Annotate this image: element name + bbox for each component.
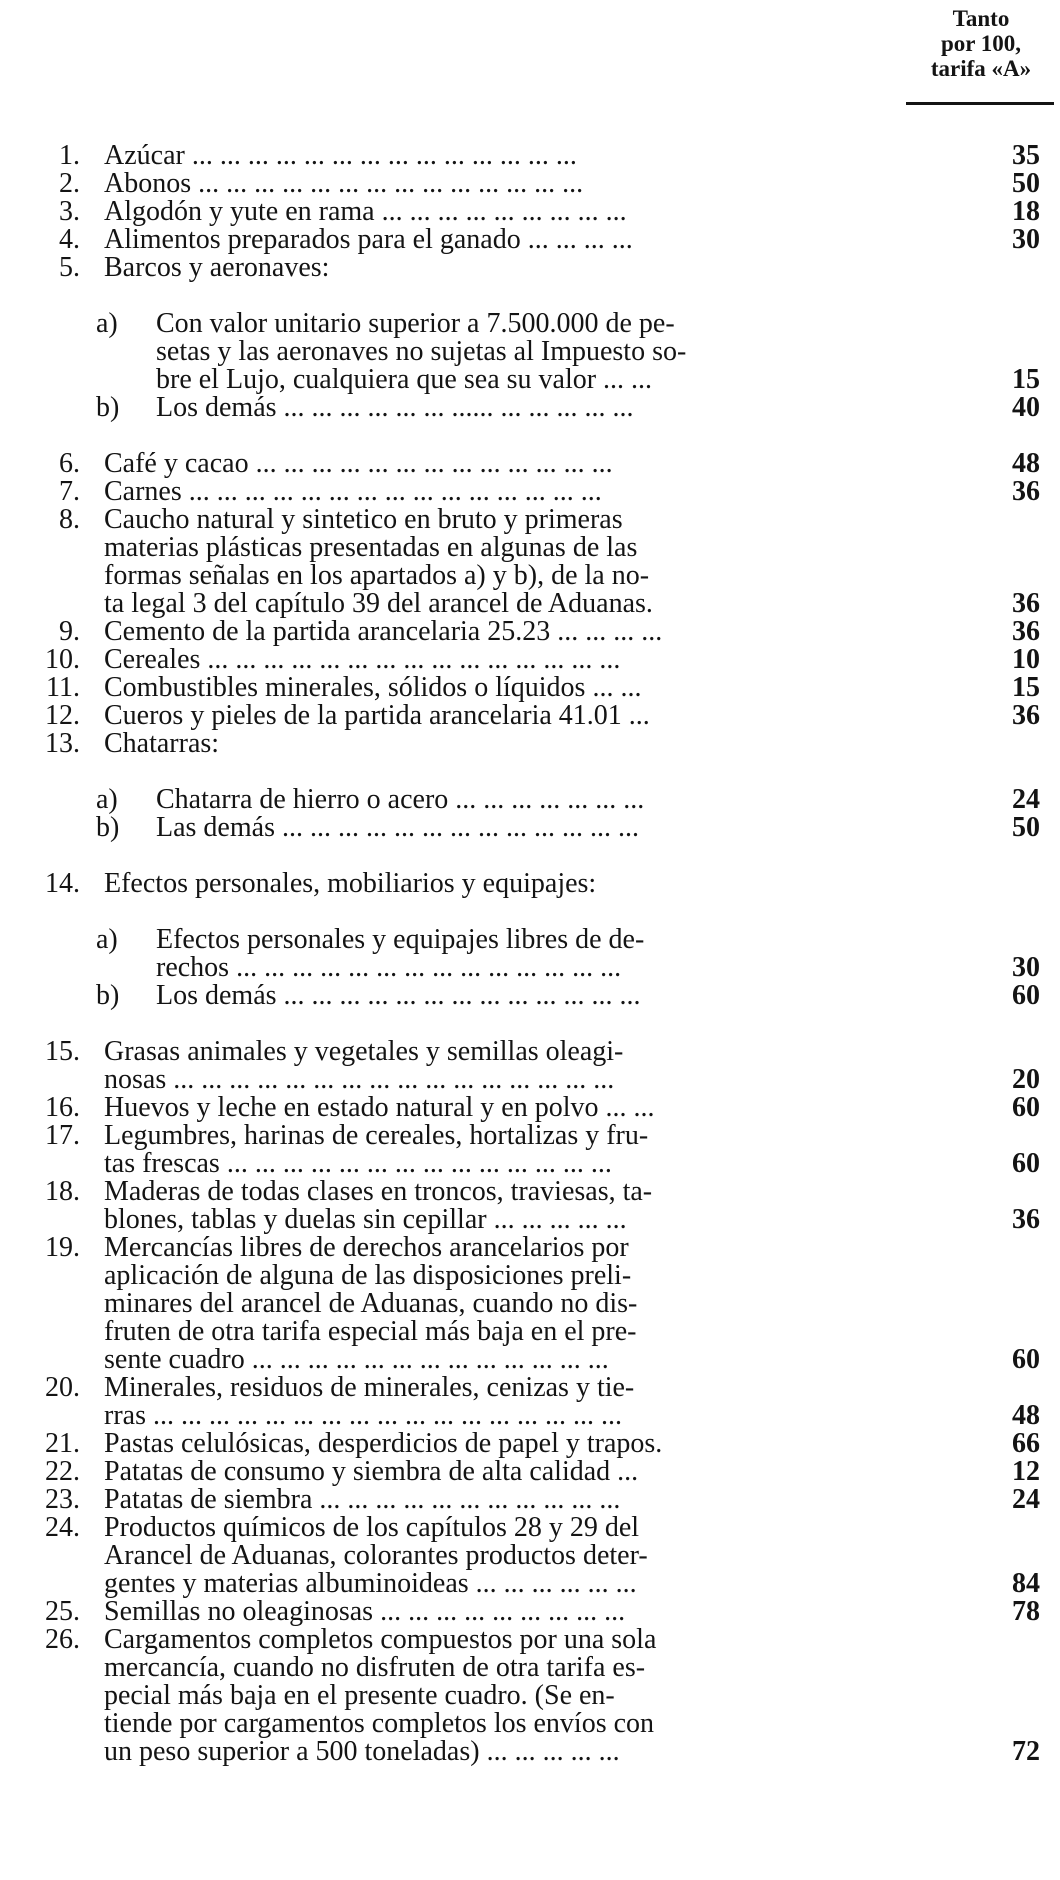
item-rate: 40 xyxy=(1012,392,1040,423)
column-header-line-1: Tanto xyxy=(952,6,1010,31)
item-description: Patatas de siembra ... ... ... ... ... ... ... ... ... ... ... xyxy=(104,1484,621,1515)
tariff-item-row xyxy=(20,1374,1040,1402)
item-description: Cueros y pieles de la partida arancelaria 41.01 ... xyxy=(104,700,650,731)
item-description: fruten de otra tarifa especial más baja en el pre- xyxy=(104,1316,637,1347)
sub-item-letter: a) xyxy=(96,784,118,815)
item-rate: 24 xyxy=(1012,784,1040,815)
tariff-item-row xyxy=(20,618,1040,646)
item-number: 16. xyxy=(45,1092,80,1123)
tariff-item-row xyxy=(20,1150,1040,1178)
item-description: Las demás ... ... ... ... ... ... ... ... ... ... ... ... ... xyxy=(156,812,639,843)
sub-item-letter: b) xyxy=(96,980,120,1011)
tariff-item-row xyxy=(20,478,1040,506)
item-number: 21. xyxy=(45,1428,80,1459)
item-number: 17. xyxy=(45,1120,80,1151)
item-description: tas frescas ... ... ... ... ... ... ... ... ... ... ... ... ... ... xyxy=(104,1148,612,1179)
item-description: bre el Lujo, cualquiera que sea su valor ... ... xyxy=(156,364,653,395)
item-number: 2. xyxy=(59,168,80,199)
item-rate: 36 xyxy=(1012,476,1040,507)
tariff-item-row xyxy=(20,562,1040,590)
item-description: Azúcar ... ... ... ... ... ... ... ... ... ... ... ... ... ... xyxy=(104,140,577,171)
item-description: Cemento de la partida arancelaria 25.23 ... ... ... ... xyxy=(104,616,663,647)
item-rate: 15 xyxy=(1012,672,1040,703)
tariff-item-row xyxy=(20,674,1040,702)
item-rate: 36 xyxy=(1012,588,1040,619)
item-description: Con valor unitario superior a 7.500.000 de pe- xyxy=(156,308,675,339)
tariff-item-row xyxy=(20,1066,1040,1094)
tariff-item-row xyxy=(20,1262,1040,1290)
tariff-item-row xyxy=(20,1710,1040,1738)
tariff-item-row xyxy=(20,142,1040,170)
item-rate: 66 xyxy=(1012,1428,1040,1459)
item-rate: 36 xyxy=(1012,616,1040,647)
item-description: Abonos ... ... ... ... ... ... ... ... ... ... ... ... ... ... xyxy=(104,168,584,199)
tariff-item-row xyxy=(20,1738,1040,1766)
tariff-item-row xyxy=(20,1290,1040,1318)
sub-item-row xyxy=(20,310,1040,338)
tariff-item-row xyxy=(20,506,1040,534)
tariff-item-row xyxy=(20,1514,1040,1542)
item-description: nosas ... ... ... ... ... ... ... ... ... ... ... ... ... ... ... ... xyxy=(104,1064,615,1095)
item-number: 5. xyxy=(59,252,80,283)
item-description: rechos ... ... ... ... ... ... ... ... ... ... ... ... ... ... xyxy=(156,952,622,983)
item-description: Mercancías libres de derechos arancelarios por xyxy=(104,1232,629,1263)
item-description: Pastas celulósicas, desperdicios de papel y trapos. xyxy=(104,1428,663,1459)
item-description: Caucho natural y sintetico en bruto y primeras xyxy=(104,504,623,535)
item-rate: 72 xyxy=(1012,1736,1040,1767)
item-number: 14. xyxy=(45,868,80,899)
item-description: Productos químicos de los capítulos 28 y 29 del xyxy=(104,1512,640,1543)
item-number: 1. xyxy=(59,140,80,171)
item-description: Alimentos preparados para el ganado ... ... ... ... xyxy=(104,224,633,255)
sub-item-letter: b) xyxy=(96,812,120,843)
item-rate: 10 xyxy=(1012,644,1040,675)
item-description: rras ... ... ... ... ... ... ... ... ... ... ... ... ... ... ... ... ... xyxy=(104,1400,622,1431)
item-description: formas señalas en los apartados a) y b), de la no- xyxy=(104,560,650,591)
item-rate: 35 xyxy=(1012,140,1040,171)
tariff-item-row xyxy=(20,1346,1040,1374)
item-rate: 36 xyxy=(1012,1204,1040,1235)
spacer xyxy=(20,842,1040,870)
item-description: Chatarras: xyxy=(104,728,220,759)
spacer xyxy=(20,422,1040,450)
sub-item-row xyxy=(20,786,1040,814)
item-number: 11. xyxy=(46,672,80,703)
item-number: 3. xyxy=(59,196,80,227)
tariff-item-row xyxy=(20,1038,1040,1066)
item-description: setas y las aeronaves no sujetas al Impuesto so- xyxy=(156,336,687,367)
tariff-item-row xyxy=(20,534,1040,562)
tariff-item-row xyxy=(20,1318,1040,1346)
sub-item-letter: a) xyxy=(96,924,118,955)
tariff-item-row xyxy=(20,1178,1040,1206)
item-rate: 50 xyxy=(1012,812,1040,843)
item-description: ta legal 3 del capítulo 39 del arancel de Aduanas. xyxy=(104,588,653,619)
item-description: Huevos y leche en estado natural y en polvo ... ... xyxy=(104,1092,655,1123)
tariff-item-row xyxy=(20,1122,1040,1150)
column-header-line-2: por 100, xyxy=(940,31,1022,56)
item-description: Cargamentos completos compuestos por una sola xyxy=(104,1624,657,1655)
item-description: Algodón y yute en rama ... ... ... ... ... ... ... ... ... xyxy=(104,196,627,227)
tariff-item-row xyxy=(20,1430,1040,1458)
sub-item-row xyxy=(20,338,1040,366)
item-description: tiende por cargamentos completos los envíos con xyxy=(104,1708,655,1739)
tariff-item-row xyxy=(20,1206,1040,1234)
tariff-item-row xyxy=(20,1626,1040,1654)
item-number: 9. xyxy=(59,616,80,647)
sub-item-row xyxy=(20,982,1040,1010)
item-number: 15. xyxy=(45,1036,80,1067)
tariff-item-row xyxy=(20,646,1040,674)
item-description: Chatarra de hierro o acero ... ... ... ... ... ... ... xyxy=(156,784,645,815)
item-rate: 15 xyxy=(1012,364,1040,395)
item-description: Grasas animales y vegetales y semillas oleagi- xyxy=(104,1036,624,1067)
item-rate: 48 xyxy=(1012,1400,1040,1431)
item-number: 26. xyxy=(45,1624,80,1655)
sub-item-row xyxy=(20,954,1040,982)
item-number: 25. xyxy=(45,1596,80,1627)
item-description: aplicación de alguna de las disposiciones preli- xyxy=(104,1260,632,1291)
column-header xyxy=(912,6,1050,81)
tariff-item-row xyxy=(20,254,1040,282)
spacer xyxy=(20,1010,1040,1038)
spacer xyxy=(20,898,1040,926)
tariff-item-row xyxy=(20,1654,1040,1682)
sub-item-row xyxy=(20,926,1040,954)
tariff-item-row xyxy=(20,1458,1040,1486)
item-description: blones, tablas y duelas sin cepillar ... ... ... ... ... xyxy=(104,1204,627,1235)
item-rate: 36 xyxy=(1012,700,1040,731)
tariff-item-row xyxy=(20,870,1040,898)
tariff-item-row xyxy=(20,730,1040,758)
item-description: Maderas de todas clases en troncos, traviesas, ta- xyxy=(104,1176,653,1207)
item-description: Arancel de Aduanas, colorantes productos deter- xyxy=(104,1540,648,1571)
item-rate: 84 xyxy=(1012,1568,1040,1599)
item-description: materias plásticas presentadas en algunas de las xyxy=(104,532,638,563)
item-description: Patatas de consumo y siembra de alta calidad ... xyxy=(104,1456,639,1487)
sub-item-letter: b) xyxy=(96,392,120,423)
item-number: 24. xyxy=(45,1512,80,1543)
item-number: 18. xyxy=(45,1176,80,1207)
item-description: Los demás ... ... ... ... ... ... ...... ... ... ... ... ... xyxy=(156,392,634,423)
item-description: sente cuadro ... ... ... ... ... ... ... ... ... ... ... ... ... xyxy=(104,1344,609,1375)
item-description: Cereales ... ... ... ... ... ... ... ... ... ... ... ... ... ... ... xyxy=(104,644,621,675)
item-rate: 60 xyxy=(1012,1092,1040,1123)
tariff-item-row xyxy=(20,1402,1040,1430)
tariff-item-row xyxy=(20,1094,1040,1122)
tariff-list xyxy=(20,142,1040,1766)
sub-item-row xyxy=(20,366,1040,394)
item-description: mercancía, cuando no disfruten de otra tarifa es- xyxy=(104,1652,646,1683)
tariff-item-row xyxy=(20,1682,1040,1710)
item-number: 6. xyxy=(59,448,80,479)
item-number: 22. xyxy=(45,1456,80,1487)
item-rate: 60 xyxy=(1012,980,1040,1011)
item-rate: 60 xyxy=(1012,1148,1040,1179)
item-rate: 48 xyxy=(1012,448,1040,479)
item-description: Efectos personales y equipajes libres de de- xyxy=(156,924,645,955)
item-number: 7. xyxy=(59,476,80,507)
item-rate: 78 xyxy=(1012,1596,1040,1627)
spacer xyxy=(20,282,1040,310)
tariff-item-row xyxy=(20,198,1040,226)
item-description: Carnes ... ... ... ... ... ... ... ... ... ... ... ... ... ... ... xyxy=(104,476,602,507)
item-description: gentes y materias albuminoideas ... ... ... ... ... ... xyxy=(104,1568,637,1599)
item-number: 4. xyxy=(59,224,80,255)
item-rate: 50 xyxy=(1012,168,1040,199)
header-rule xyxy=(906,102,1054,105)
item-rate: 30 xyxy=(1012,952,1040,983)
item-description: Combustibles minerales, sólidos o líquidos ... ... xyxy=(104,672,642,703)
column-header-line-3: tarifa «A» xyxy=(930,56,1032,81)
item-description: Los demás ... ... ... ... ... ... ... ... ... ... ... ... ... xyxy=(156,980,641,1011)
item-number: 8. xyxy=(59,504,80,535)
item-number: 10. xyxy=(45,644,80,675)
item-description: un peso superior a 500 toneladas) ... ... ... ... ... xyxy=(104,1736,620,1767)
sub-item-row xyxy=(20,394,1040,422)
sub-item-letter: a) xyxy=(96,308,118,339)
sub-item-row xyxy=(20,814,1040,842)
tariff-item-row xyxy=(20,1570,1040,1598)
item-number: 12. xyxy=(45,700,80,731)
tariff-item-row xyxy=(20,1598,1040,1626)
item-description: pecial más baja en el presente cuadro. (Se en- xyxy=(104,1680,615,1711)
item-description: Efectos personales, mobiliarios y equipajes: xyxy=(104,868,597,899)
item-number: 20. xyxy=(45,1372,80,1403)
item-rate: 60 xyxy=(1012,1344,1040,1375)
tariff-item-row xyxy=(20,1542,1040,1570)
item-description: Barcos y aeronaves: xyxy=(104,252,330,283)
tariff-item-row xyxy=(20,170,1040,198)
item-rate: 12 xyxy=(1012,1456,1040,1487)
item-description: Semillas no oleaginosas ... ... ... ... ... ... ... ... ... xyxy=(104,1596,626,1627)
item-description: minares del arancel de Aduanas, cuando no dis- xyxy=(104,1288,638,1319)
tariff-item-row xyxy=(20,590,1040,618)
tariff-item-row xyxy=(20,1486,1040,1514)
item-description: Café y cacao ... ... ... ... ... ... ... ... ... ... ... ... ... xyxy=(104,448,613,479)
item-rate: 30 xyxy=(1012,224,1040,255)
item-number: 23. xyxy=(45,1484,80,1515)
tariff-item-row xyxy=(20,226,1040,254)
item-number: 13. xyxy=(45,728,80,759)
tariff-item-row xyxy=(20,702,1040,730)
item-description: Legumbres, harinas de cereales, hortalizas y fru- xyxy=(104,1120,649,1151)
tariff-item-row xyxy=(20,450,1040,478)
tariff-item-row xyxy=(20,1234,1040,1262)
item-description: Minerales, residuos de minerales, cenizas y tie- xyxy=(104,1372,635,1403)
item-rate: 24 xyxy=(1012,1484,1040,1515)
item-number: 19. xyxy=(45,1232,80,1263)
spacer xyxy=(20,758,1040,786)
item-rate: 18 xyxy=(1012,196,1040,227)
item-rate: 20 xyxy=(1012,1064,1040,1095)
